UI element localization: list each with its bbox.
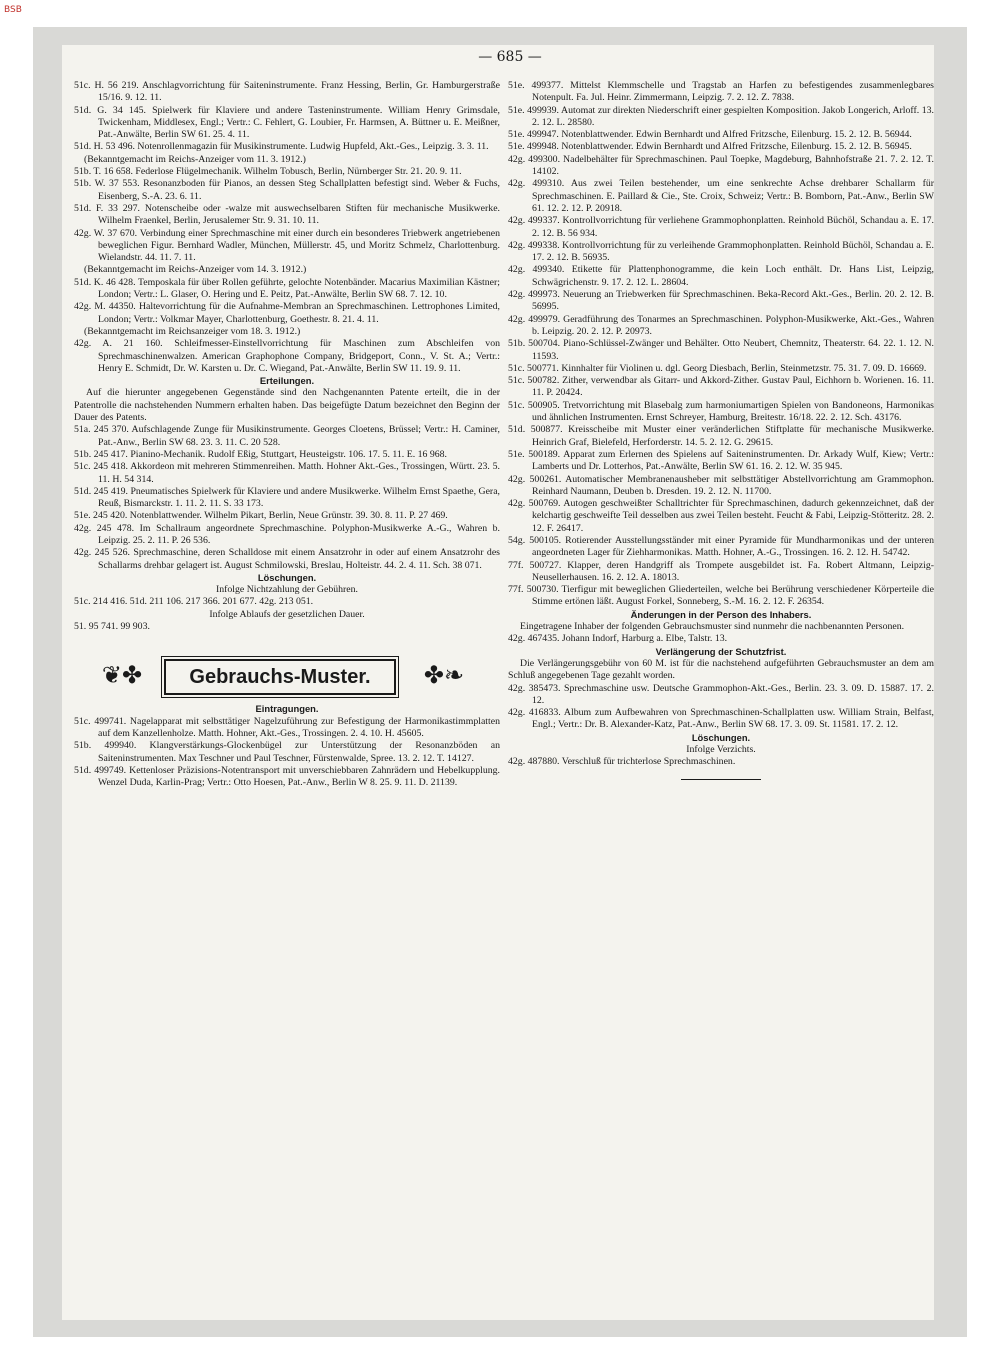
list-entry: 42g. 385473. Sprechmaschine usw. Deutsche Grammophon-Akt.-Ges., Berlin. 23. 3. 09. D. 15887. 17. 2. 12. [508, 682, 934, 706]
list-entry: 42g. M. 44350. Haltevorrichtung für die Aufnahme-Membran an Sprechmaschinen. Lettrophones Limited, London; Vertr.: Volkmar Mayer, Charlottenburg, Goethestr. 8. 21. 4. 11. [74, 301, 500, 325]
list-entry: 42g. 499337. Kontrollvorrichtung für verliehene Grammophonplatten. Reinhold Büchöl, Schandau a. E. 17. 2. 12. B. 56 934. [508, 215, 934, 239]
aenderungen-intro: Eingetragene Inhaber der folgenden Gebrauchsmuster sind nunmehr die nachbenannten Personen. [520, 621, 905, 633]
list-entry: 51c. 245 418. Akkordeon mit mehreren Stimmenreihen. Matth. Hohner Akt.-Ges., Trossingen, Württ. 23. 5. 11. H. 54 314. [74, 461, 500, 485]
list-entry: 51a. 245 370. Aufschlagende Zunge für Musikinstrumente. Georges Cloetens, Brüssel; Vertr.: H. Caminer, Pat.-Anw., Berlin SW 68. 23. 3. 11. C. 20 528. [74, 424, 500, 448]
list-entry: 42g. 499338. Kontrollvorrichtung für zu verleihende Grammophonplatten. Reinhold Büchöl, Schandau a. E. 17. 2. 12. B. 56935. [508, 239, 934, 264]
section-heading-loeschungen-gm: Löschungen. [691, 731, 751, 743]
section-heading-aenderungen: Änderungen in der Person des Inhabers. [630, 608, 812, 620]
announcement-note: (Bekanntgemacht im Reichsanzeiger vom 18. 3. 1912.) [84, 325, 301, 337]
list-entry: 42g. A. 21 160. Schleifmesser-Einstellvorrichtung für Maschinen zum Abschleifen von Sprechmaschinenwalzen. American Graphophone Company, Bridgeport, Conn., V. St. A.; Vertr.: Henry E. Schmidt, Dr. W. Karsten u. Dr. C. Wiegand, Pat.-Anwälte, Berlin SW 11. 19. 9. 11. [74, 338, 500, 374]
list-entry: 51c. 500782. Zither, verwendbar als Gitarr- und Akkord-Zither. Gustav Paul, Eichhorn b. Worienen. 16. 11. 11. P. 20424. [508, 375, 934, 399]
list-entry: 51c. 500905. Tretvorrichtung mit Blasebalg zum harmoniumartigen Spielen von Bandoneons, Harmonikas und ähnlichen Instrumenten. Ernst Schreyer, Hamburg, Breitestr. 16/18. 22. 2. 12. Sch. 43176. [508, 399, 934, 424]
list-entry: 51d. K. 46 428. Temposkala für über Rollen geführte, gelochte Notenbänder. Macarius Maximilian Kästner; London; Vertr.: L. Glaser, O. Hering und E. Peitz, Pat.-Anwälte, Berlin SW 68. 7. 12. 10. [74, 276, 500, 301]
list-entry: 51e. 499377. Mittelst Klemmschelle und Tragstab an Harfen zu befestigendes zusammenlegbares Notenpult. Fa. Jul. Heinr. Zimmermann, Leipzig. 7. 2. 12. Z. 7838. [508, 80, 934, 104]
list-entry: 51c. 499741. Nagelapparat mit selbsttätiger Nagelzuführung zur Befestigung der Harmonikastimmplatten auf dem Kanzellenholze. Matth. Hohner, Akt.-Ges., Trossingen. 2. 4. 10. H. 45605. [74, 715, 500, 739]
page-number: — 685 — [478, 49, 542, 65]
section-heading-loeschungen: Löschungen. [257, 571, 317, 583]
loeschungen-reason: Infolge Ablaufs der gesetzlichen Dauer. [209, 608, 365, 620]
section-heading-eintragungen: Eintragungen. [255, 703, 319, 715]
list-entry: 51d. 499749. Kettenloser Präzisions-Notentransport mit unverschiebbaren Zahnrädern und Hebelkupplung. Wenzel Duda, Karlin-Prag; Vertr.: Otto Hoesen, Pat.-Anw., Berlin W 8. 25. 9. 11. D. 21139. [74, 764, 500, 789]
loeschungen-numbers: 51. 95 741. 99 903. [74, 621, 150, 633]
entries-block-a [74, 80, 500, 154]
list-entry: 42g. 487880. Verschluß für trichterlose Sprechmaschinen. [508, 756, 736, 768]
list-entry: 51d. 245 419. Pneumatisches Spielwerk für Klaviere und andere Musikwerke. Wilhelm Ernst Spaethe, Gera, Reuß, Bismarckstr. 1. 11. 2. 11. S. 33 173. [74, 485, 500, 510]
loeschungen-numbers: 51c. 214 416. 51d. 211 106. 217 366. 201 677. 42g. 213 051. [74, 596, 314, 608]
list-entry: 51b. W. 37 553. Resonanzboden für Pianos, an dessen Steg Schallplatten befestigt sind. Weber & Fuchs, Eisenberg, S.-A. 23. 6. 11. [74, 178, 500, 202]
list-entry: 42g. 245 478. Im Schallraum angeordnete Sprechmaschine. Polyphon-Musikwerke A.-G., Wahren b. Leipzig. 25. 2. 11. P. 26 536. [74, 522, 500, 546]
list-entry: 42g. 499310. Aus zwei Teilen bestehender, um eine senkrechte Achse drehbarer Schallarm für Sprechmaschinen. E. Paillard & Cie., Ste. Croix, Schweiz; Vertr.: B. Bomborn, Pat.-Anw., Berlin SW 61. 12. 2. 12. P. 20918. [508, 178, 934, 214]
list-entry: 51e. 499948. Notenblattwender. Edwin Bernhardt und Alfred Fritzsche, Eilenburg. 15. 2. 12. B. 56945. [508, 141, 912, 153]
section-heading-verlaengerung: Verlängerung der Schutzfrist. [655, 645, 787, 657]
gebrauchsmuster-entries [508, 80, 934, 609]
list-entry: 42g. 499973. Neuerung an Triebwerken für Sprechmaschinen. Beka-Record Akt.-Ges., Berlin. 20. 2. 12. B. 56995. [508, 289, 934, 313]
list-entry: 51c. 500771. Kinnhalter für Violinen u. dgl. Georg Diesbach, Berlin, Steinmetzstr. 75. 31. 7. 09. D. 16669. [508, 362, 927, 374]
list-entry: 42g. W. 37 670. Verbindung einer Sprechmaschine mit einer durch ein besonderes Triebwerk angetriebenen beweglichen Figur. Bernhard Wadler, München, Müllerstr. 45, und Moritz Schmelz, Charlottenburg. Wielandstr. 44. 11. 7. 11. [74, 227, 500, 264]
verlaengerung-intro: Die Verlängerungsgebühr von 60 M. ist für die nachstehend aufgeführten Gebrauchsmuster an dem am Schluß angegebenen Tage gezahlt worden. [508, 657, 934, 682]
list-entry: 51e. 245 420. Notenblattwender. Wilhelm Pikart, Berlin, Neue Grünstr. 39. 30. 8. 11. P. 27 469. [74, 510, 448, 522]
erteilungen-list [74, 424, 500, 572]
loeschungen-reason: Infolge Nichtzahlung der Gebühren. [215, 584, 358, 596]
list-entry: 42g. 499340. Etikette für Plattenphonogramme, die kein Loch enthält. Dr. Hans List, Leipzig, Schwägrichenstr. 9. 17. 2. 12. L. 28604. [508, 264, 934, 288]
list-entry: 42g. 416833. Album zum Aufbewahren von Sprechmaschinen-Schallplatten usw. William Strain, Belfast, Engl.; Vertr.: Dr. B. Alexander-Katz, Pat.-Anw., Berlin SW 68. 17. 3. 09. St. 11581. 17. 2. 12. [508, 707, 934, 731]
list-entry: 51e. 500189. Apparat zum Erlernen des Spielens auf Saiteninstrumenten. Dr. Arkady Wulf, Kiew; Vertr.: Lamberts und Dr. Lotterhos, Pat.-Anwälte, Berlin SW 61. 16. 2. 12. W. 35 945. [508, 448, 934, 473]
list-entry: 51b. 500704. Piano-Schlüssel-Zwänger und Behälter. Otto Neubert, Chemnitz, Theaterstr. 64. 22. 1. 12. N. 11593. [508, 338, 934, 362]
list-entry: 54g. 500105. Rotierender Ausstellungsständer mit einer Pyramide für Mundharmonikas und der unteren angeordneten Lager für Ziehharmonikas. Matth. Hohner, A.-G., Trossingen. 16. 2. 12. H. 54742. [508, 534, 934, 559]
entries-block-b [74, 166, 500, 264]
list-entry: 51e. 499939. Automat zur direkten Niederschrift einer gespielten Komposition. Jakob Longerich, Arloff. 13. 2. 12. L. 28580. [508, 104, 934, 128]
library-stamp: BSB [4, 5, 22, 15]
left-column [74, 80, 500, 789]
ornament-right-icon: ✤❧ [423, 663, 465, 690]
verlaengerung-list [508, 683, 934, 732]
ornament-left-icon: ❦✤ [101, 663, 143, 690]
section-heading-erteilungen: Erteilungen. [259, 375, 315, 387]
list-entry: 42g. 499300. Nadelbehälter für Sprechmaschinen. Paul Toepke, Magdeburg, Bahnhofstraße 21. 7. 2. 12. T. 14102. [508, 153, 934, 178]
right-column [508, 80, 934, 780]
list-entry: 42g. 467435. Johann Indorf, Harburg a. Elbe, Talstr. 13. [508, 633, 728, 645]
loeschungen-gm-list [508, 756, 934, 768]
loeschungen-reason: Infolge Verzichts. [686, 744, 756, 756]
announcement-note: (Bekanntgemacht im Reichs-Anzeiger vom 11. 3. 1912.) [84, 153, 306, 165]
erteilungen-intro: Auf die hierunter angegebenen Gegenstände sind den Nachgenannten Patente erteilt, die in der Patentrolle die nachstehenden Nummern erhalten haben. Das beigefügte Datum bezeichnet den Beginn der Dauer des Patents. [74, 387, 500, 424]
banner-title: Gebrauchs-Muster. [164, 659, 396, 695]
list-entry: 42g. 500261. Automatischer Membranenausheber mit selbsttätiger Abstellvorrichtung am Grammophon. Reinhard Naumann, Deuben b. Dresden. 19. 2. 12. N. 11700. [508, 473, 934, 497]
gebrauchsmuster-banner [74, 655, 500, 697]
list-entry: 51b. T. 16 658. Federlose Flügelmechanik. Wilhelm Tobusch, Berlin, Nürnberger Str. 21. 20. 9. 11. [74, 166, 462, 178]
list-entry: 51c. H. 56 219. Anschlagvorrichtung für Saiteninstrumente. Franz Hessing, Berlin, Gr. Hamburgerstraße 15/16. 9. 12. 11. [74, 80, 500, 104]
list-entry: 51e. 499947. Notenblattwender. Edwin Bernhardt und Alfred Fritzsche, Eilenburg. 15. 2. 12. B. 56944. [508, 129, 912, 141]
list-entry: 51d. F. 33 297. Notenscheibe oder -walze mit auswechselbaren Stiften für mechanische Musikwerke. Wilhelm Fraenkel, Berlin, Jerusalemer Str. 9. 31. 10. 11. [74, 202, 500, 227]
list-entry: 51b. 245 417. Pianino-Mechanik. Rudolf Eßig, Stuttgart, Heusteigstr. 106. 17. 5. 11. E. 16 968. [74, 448, 447, 460]
announcement-note: (Bekanntgemacht im Reichs-Anzeiger vom 14. 3. 1912.) [84, 264, 307, 276]
list-entry: 42g. 499979. Geradführung des Tonarmes an Sprechmaschinen. Polyphon-Musikwerke, Akt.-Ges., Wahren b. Leipzig. 20. 2. 12. P. 20973. [508, 313, 934, 337]
list-entry: 51d. H. 53 496. Notenrollenmagazin für Musikinstrumente. Ludwig Hupfeld, Akt.-Ges., Leipzig. 3. 3. 11. [74, 141, 489, 153]
end-rule [681, 779, 761, 780]
list-entry: 42g. 500769. Autogen geschweißter Schalltrichter für Sprechmaschinen, dadurch gekennzeichnet, daß der kelchartig geschweifte Teil desselben aus zwei Teilen besteht. Feucht & Fabi, Leipzig-Stötteritz. 28. 2. 12. F. 26417. [508, 498, 935, 534]
list-entry: 51b. 499940. Klangverstärkungs-Glockenbügel zur Unterstützung der Resonanzböden an Saiteninstrumenten. Max Teschner und Paul Teschner, Fürstenwalde, Spree. 13. 2. 12. T. 14127. [74, 740, 500, 764]
aenderungen-list [508, 633, 934, 645]
list-entry: 42g. 245 526. Sprechmaschine, deren Schalldose mit einem Ansatzrohr in oder auf einem Ansatzrohr des Schallarms drehbar gelagert ist. August Schmilowski, Breslau, Holteistr. 44. 2. 4. 11. Sch. 38 071. [74, 547, 500, 571]
list-entry: 51d. 500877. Kreisscheibe mit Muster einer veränderlichen Stiftplatte für mechanische Musikwerke. Heinrich Graf, Bielefeld, Herforderstr. 14. 5. 2. 12. G. 29615. [508, 424, 934, 448]
list-entry: 77f. 500730. Tierfigur mit beweglichen Gliederteilen, welche bei Berührung verschiedener Körperteile die Stimme ertönen läßt. August Forkel, Sonneberg, S.-M. 16. 2. 12. F. 26354. [508, 584, 934, 608]
list-entry: 51d. G. 34 145. Spielwerk für Klaviere und andere Tasteninstrumente. William Henry Grimsdale, Twickenham, Middlesex, Engl.; Vertr.: C. Fehlert, G. Loubier, Fr. Harmsen, A. Büttner u. E. Meißner, Pat.-Anwälte, Berlin SW 61. 25. 4. 11. [74, 104, 500, 141]
list-entry: 77f. 500727. Klapper, deren Handgriff als Trompete ausgebildet ist. Fa. Robert Altmann, Leipzig-Neusellerhausen. 16. 2. 12. A. 18013. [508, 559, 934, 583]
entries-block-c [74, 277, 500, 326]
eintragungen-list [74, 716, 500, 790]
entries-block-d [74, 338, 500, 375]
